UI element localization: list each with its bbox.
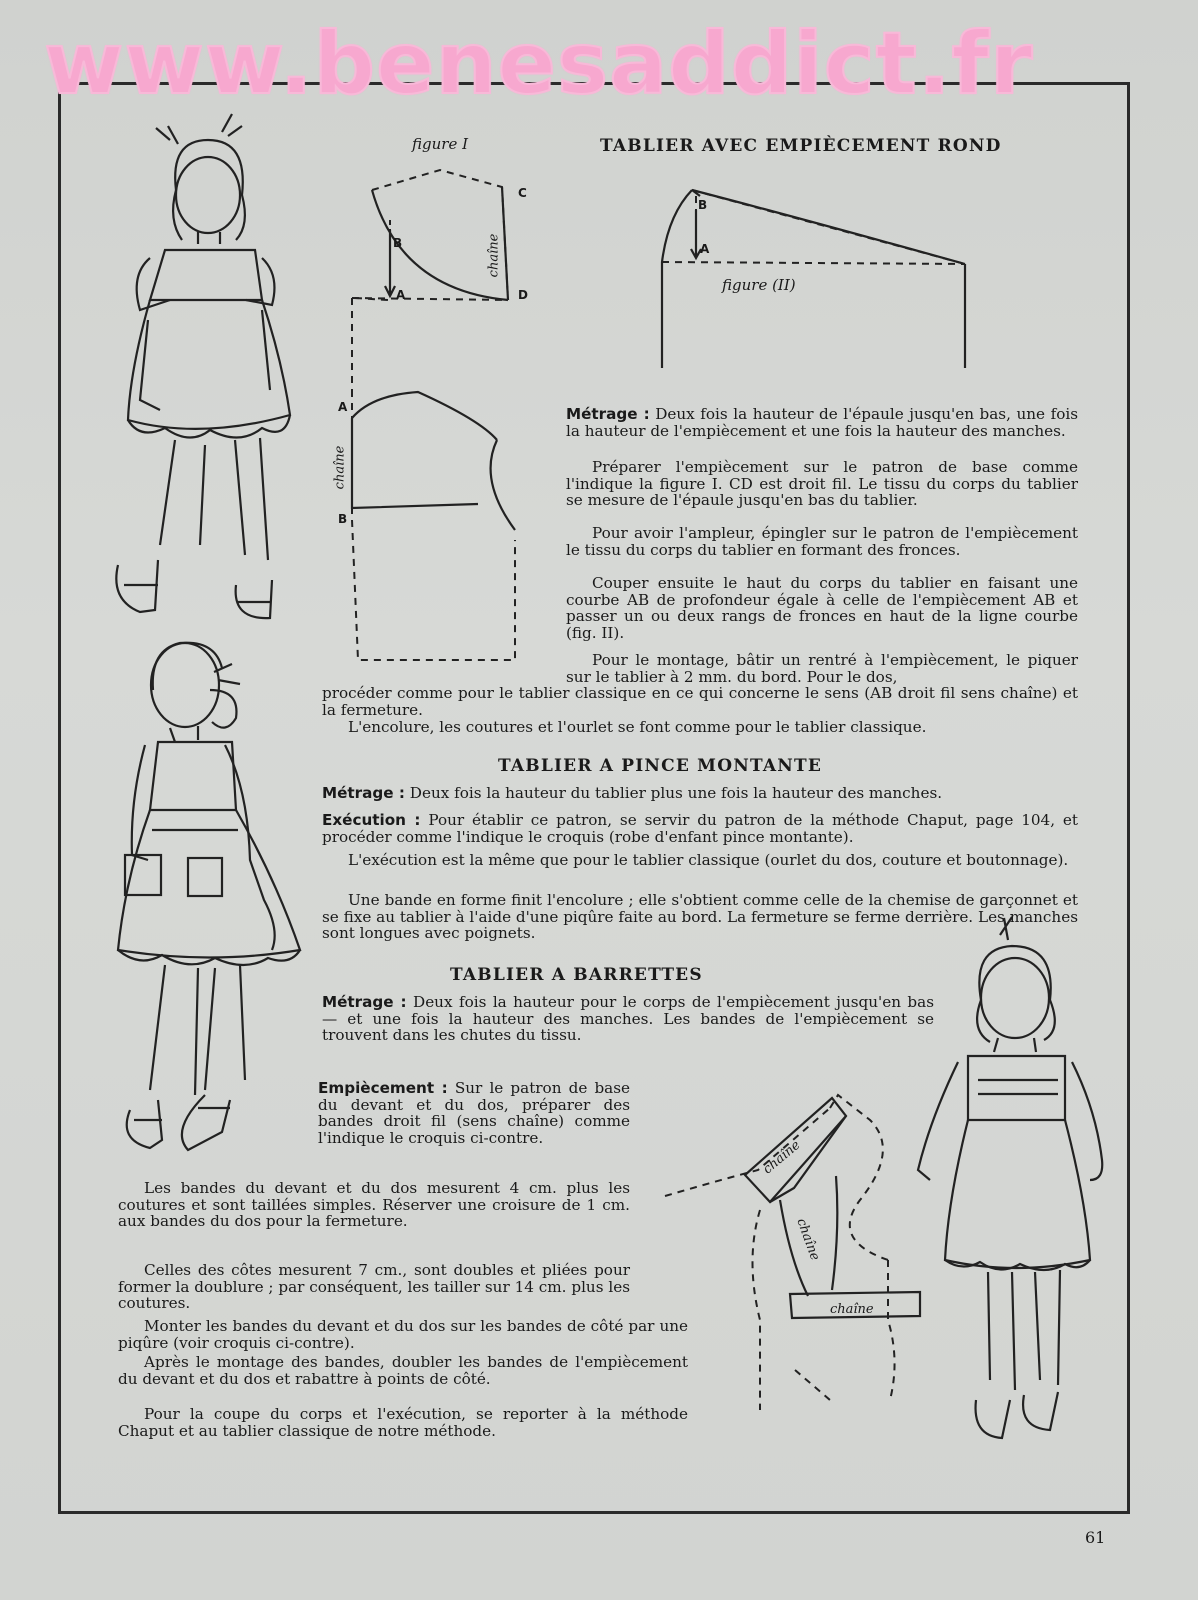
figure-1-label: figure I <box>412 135 469 153</box>
section-title-tablier-empiecement-rond: TABLIER AVEC EMPIÈCEMENT ROND <box>600 136 1002 156</box>
section-title-tablier-barrettes: TABLIER A BARRETTES <box>450 965 703 985</box>
empiecement-text: Sur le patron de base du devant et du dos, préparer des bandes droit fil (sens chaîne) comme l'indique le croquis ci-contre. <box>318 1079 630 1147</box>
metrage-label: Métrage : <box>566 405 650 423</box>
chaine-label-3: chaîne <box>760 1137 804 1178</box>
figure-2-curves <box>662 190 965 368</box>
execution-label: Exécution : <box>322 811 421 829</box>
girl-illustration-3 <box>918 917 1102 1438</box>
section3-metrage <box>322 994 934 1044</box>
section2-paragraph-1: L'exécution est la même que pour le tablier classique (ourlet du dos, couture et boutonnage). <box>348 851 1069 869</box>
metrage-label-2: Métrage : <box>322 784 405 802</box>
barrettes-pattern <box>665 1095 895 1410</box>
section3-paragraph-5: Pour la coupe du corps et l'exécution, se reporter à la méthode Chaput et au tablier classique de notre méthode. <box>118 1405 688 1440</box>
point-d-label: D <box>518 288 528 302</box>
section1-paragraph-4a: Pour le montage, bâtir un rentré à l'empiècement, le piquer sur le tablier à 2 mm. du bord. Pour le dos, <box>566 651 1078 686</box>
section1-paragraph-2: Pour avoir l'ampleur, épingler sur le patron de l'empiècement le tissu du corps du tablier en formant des fronces. <box>566 524 1078 559</box>
empiecement-label: Empiècement : <box>318 1079 448 1097</box>
point-b2-label: B <box>338 512 348 526</box>
section2-metrage <box>322 785 1078 802</box>
section1-paragraph-1: Préparer l'empiècement sur le patron de base comme l'indique la figure I. CD est droit fil. Le tissu du corps du tablier se mesure de l'épaule jusqu'en bas du tablier. <box>566 458 1078 509</box>
section3-empiecement <box>318 1080 630 1146</box>
metrage-text-3: Deux fois la hauteur pour le corps de l'empiècement jusqu'en bas — et une fois la hauteur des manches. Les bandes de l'empiècement se trouvent dans les chutes du tissu. <box>322 993 934 1044</box>
section3-paragraph-4: Après le montage des bandes, doubler les bandes de l'empiècement du devant et du dos et rabattre à points de côté. <box>118 1353 688 1388</box>
girl-illustration-1 <box>116 114 290 618</box>
section3-paragraph-2: Celles des côtes mesurent 7 cm., sont doubles et pliées pour former la doublure ; par conséquent, les tailler sur 14 cm. plus les coutures. <box>118 1261 630 1312</box>
chaine-label-4: chaîne <box>793 1216 823 1263</box>
point-c-label: C <box>518 186 527 200</box>
chaine-label-2: chaîne <box>332 445 348 490</box>
barrettes-bands <box>745 1098 920 1318</box>
chaine-label-5: chaîne <box>830 1302 874 1317</box>
metrage-label-3: Métrage : <box>322 993 407 1011</box>
section1-metrage <box>566 406 1078 439</box>
watermark-text: www.benesaddict.fr <box>44 14 1034 114</box>
section3-paragraph-3: Monter les bandes du devant et du dos sur les bandes de côté par une piqûre (voir croquis ci-contre). <box>118 1317 688 1352</box>
section3-paragraph-1: Les bandes du devant et du dos mesurent 4 cm. plus les coutures et sont taillées simples. Réserver une croisure de 1 cm. aux bandes du dos pour la fermeture. <box>118 1179 630 1230</box>
point-a3-label: A <box>700 242 710 256</box>
girl-illustration-2 <box>118 643 300 1150</box>
page-number: 61 <box>1085 1528 1106 1547</box>
point-b-label: B <box>393 236 403 250</box>
section-title-tablier-pince-montante: TABLIER A PINCE MONTANTE <box>498 756 823 776</box>
section1-paragraph-3: Couper ensuite le haut du corps du tablier en faisant une courbe AB de profondeur égale à celle de l'empiècement AB et passer un ou deux rangs de fronces en haut de la ligne courbe (fig. II). <box>566 574 1078 642</box>
section2-paragraph-2: Une bande en forme finit l'encolure ; elle s'obtient comme celle de la chemise de garçonnet et se fixe au tablier à l'aide d'une piqûre faite au bord. La fermeture se ferme derrière. Les manches sont longues avec poignets. <box>322 891 1078 942</box>
section1-paragraph-4b: procéder comme pour le tablier classique en ce qui concerne le sens (AB droit fil sens chaîne) et la fermeture. <box>322 684 1078 719</box>
metrage-text: Deux fois la hauteur de l'épaule jusqu'en bas, une fois la hauteur de l'empiècement et une fois la hauteur des manches. <box>566 405 1078 440</box>
section2-execution <box>322 812 1078 845</box>
point-a-label: A <box>396 288 406 302</box>
point-b3-label: B <box>698 198 708 212</box>
execution-text: Pour établir ce patron, se servir du patron de la méthode Chaput, page 104, et procéder comme l'indique le croquis (robe d'enfant pince montante). <box>322 811 1079 846</box>
point-a2-label: A <box>338 400 348 414</box>
metrage-text-2: Deux fois la hauteur du tablier plus une fois la hauteur des manches. <box>409 784 943 802</box>
section1-paragraph-5: L'encolure, les coutures et l'ourlet se font comme pour le tablier classique. <box>348 718 927 736</box>
chaine-label-1: chaîne <box>486 233 502 278</box>
figure-2-label: figure (II) <box>722 276 796 294</box>
